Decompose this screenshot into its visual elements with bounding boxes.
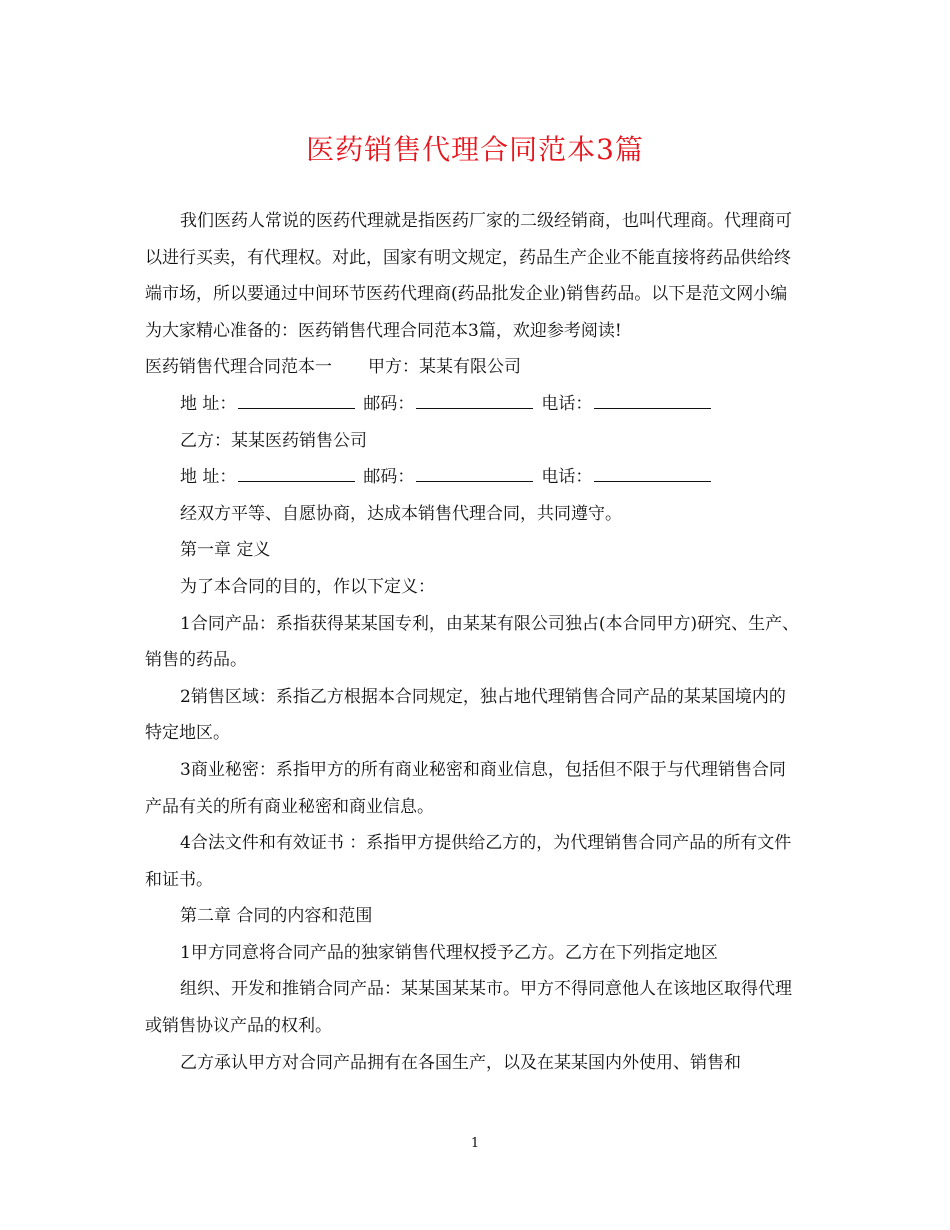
party-a: 甲方：某某有限公司 [368, 357, 521, 378]
clause-2: 乙方承认甲方对合同产品拥有在各国生产，以及在某某国内外使用、销售和 [180, 1052, 741, 1073]
phone-label: 电话： [541, 467, 593, 488]
phone-blank [594, 392, 711, 409]
intro-paragraph: 我们医药人常说的医药代理就是指医药厂家的二级经销商，也叫代理商。代理商可以进行买卖，有代理权。对此，国家有明文规定，药品生产企业不能直接将药品供给终端市场，所以要通过中间环节医药代理商(药品批发企业)销售药品。以下是范文网小编为大家精心准备的：医药销售代理合同范本3篇，欢迎参考阅读! [145, 211, 792, 341]
agreement-statement: 经双方平等、自愿协商，达成本销售代理合同，共同遵守。 [180, 503, 622, 524]
phone-blank [594, 465, 711, 482]
postcode-blank [416, 465, 533, 482]
definition-1: 1合同产品：系指获得某某国专利，由某某有限公司独占(本合同甲方)研究、生产、销售的药品。 [145, 613, 800, 671]
address-label: 地 址： [180, 467, 237, 488]
party-b: 乙方：某某医药销售公司 [180, 430, 367, 451]
definition-2: 2销售区域：系指乙方根据本合同规定，独占地代理销售合同产品的某某国境内的特定地区。 [145, 686, 786, 744]
definition-3: 3商业秘密：系指甲方的所有商业秘密和商业信息，包括但不限于与代理销售合同产品有关的所有商业秘密和商业信息。 [145, 759, 786, 817]
party-b-contact-line [145, 459, 800, 496]
clause-1: 1甲方同意将合同产品的独家销售代理权授予乙方。乙方在下列指定地区 [180, 942, 718, 963]
postcode-blank [416, 392, 533, 409]
phone-label: 电话： [541, 393, 593, 414]
clause-1-continued: 组织、开发和推销合同产品：某某国某某市。甲方不得同意他人在该地区取得代理或销售协议产品的权利。 [145, 979, 792, 1037]
definition-4: 4合法文件和有效证书 ：系指甲方提供给乙方的，为代理销售合同产品的所有文件和证书。 [145, 833, 792, 890]
chapter-2-heading: 第二章 合同的内容和范围 [180, 906, 373, 927]
party-a-contact-line [145, 386, 800, 423]
chapter-1-heading: 第一章 定义 [180, 540, 271, 561]
postcode-label: 邮码： [363, 393, 415, 414]
contract-heading: 医药销售代理合同范本一 [145, 357, 332, 378]
document-title: 医药销售代理合同范本3篇 [306, 133, 644, 166]
address-blank [238, 392, 355, 409]
address-blank [238, 465, 355, 482]
address-label: 地 址： [180, 393, 237, 414]
definition-intro: 为了本合同的目的，作以下定义： [180, 576, 435, 597]
page-number: 1 [470, 1136, 480, 1151]
postcode-label: 邮码： [363, 467, 415, 488]
document-body [145, 203, 800, 1081]
contract-heading-line [145, 349, 800, 386]
